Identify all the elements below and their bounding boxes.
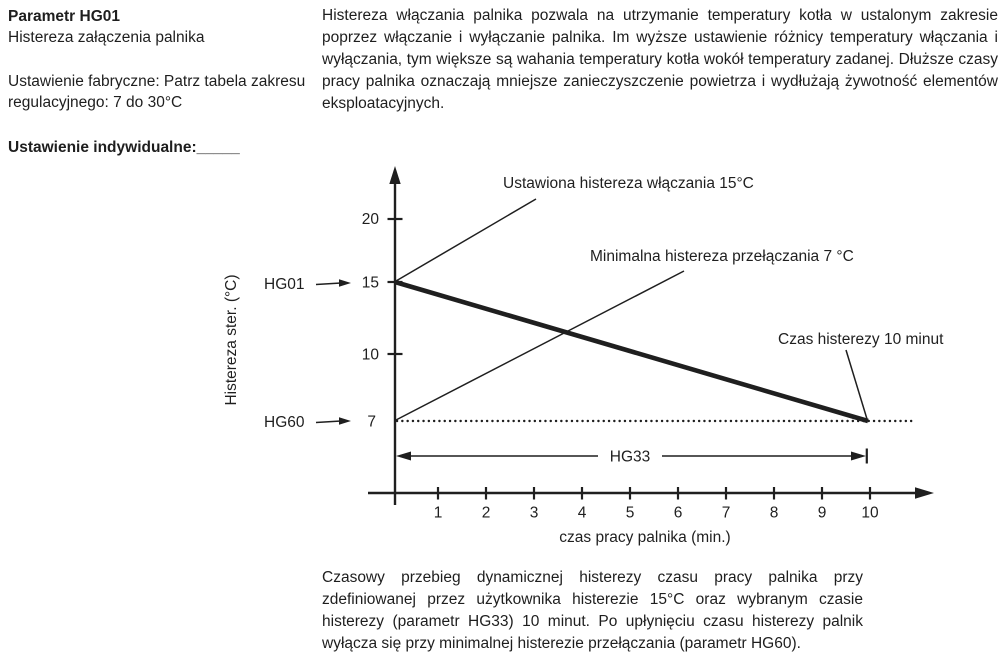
- individual-setting-text: Ustawienie indywidualne:_____: [8, 139, 240, 156]
- annotation-min-hysteresis: Minimalna histereza przełączania 7 °C: [590, 248, 854, 265]
- x-axis: [368, 487, 934, 500]
- hg33-right-arrow-icon: [851, 452, 866, 461]
- hg33-label: HG33: [609, 448, 651, 466]
- parameter-block: [8, 6, 310, 158]
- hg60-arrow-icon: [339, 417, 351, 425]
- x-axis-arrow-icon: [915, 487, 934, 499]
- x-tick-label-6: 6: [673, 504, 683, 522]
- annotation-hysteresis-time: Czas histerezy 10 minut: [778, 331, 944, 348]
- hg01-pointer: [264, 276, 351, 293]
- factory-setting-text: Ustawienie fabryczne: Patrz tabela zakresu regulacyjnego: 7 do 30°C: [8, 73, 306, 111]
- parameter-title: Parametr HG01: [8, 8, 121, 25]
- y-tick-label-10: 10: [361, 346, 379, 364]
- hg33-dimension-arrow: [396, 449, 867, 466]
- parameter-subtitle: Histereza załączenia palnika: [8, 29, 205, 46]
- x-tick-label-9: 9: [817, 504, 827, 522]
- x-tick-label-8: 8: [769, 504, 779, 522]
- y-tick-label-20: 20: [361, 211, 379, 228]
- hg60-label: HG60: [264, 414, 305, 431]
- x-tick-label-10: 10: [861, 504, 879, 522]
- description-paragraph: Histereza włączania palnika pozwala na utrzymanie temperatury kotła w ustalonym zakresie poprzez włączanie i wyłączanie palnika. Im wyższe ustawienie różnicy temperatury włączania i wyłączania, tym większe są wahania temperatury kotła wokół temperatury zadanej. Dłuższe czasy pracy palnika oznaczają mniejsze zanieczyszczenie powietrza i wydłużają żywotność elementów eksploatacyjnych.: [322, 7, 998, 112]
- x-tick-label-5: 5: [625, 504, 635, 522]
- x-tick-label-3: 3: [529, 504, 539, 522]
- hysteresis-series-line: [395, 282, 868, 421]
- hg01-label: HG01: [264, 276, 305, 293]
- annotation-set-hysteresis: Ustawiona histereza włączania 15°C: [503, 175, 754, 192]
- y-axis-arrow-icon: [389, 166, 400, 184]
- y-tick-label-15: 15: [361, 274, 379, 292]
- hg60-pointer: [264, 414, 351, 431]
- hg01-arrow-icon: [339, 279, 351, 287]
- y-axis-title: Histereza ster. (°C): [223, 274, 240, 406]
- hysteresis-chart: [200, 158, 1000, 560]
- x-axis-title: czas pracy palnika (min.): [559, 529, 731, 546]
- figure-caption: Czasowy przebieg dynamicznej histerezy czasu pracy palnika przy zdefiniowanej przez użytkownika histerezie 15°C oraz wybranym czasie histerezy (parametr HG33) 10 minut. Po upłynięciu czasu histerezy palnik wyłącza się przy minimalnej histerezie przełączania (parametr HG60).: [322, 569, 863, 652]
- x-tick-label-7: 7: [721, 504, 731, 522]
- x-tick-label-1: 1: [433, 504, 443, 522]
- x-tick-label-2: 2: [481, 504, 491, 522]
- y-tick-label-7: 7: [367, 413, 376, 431]
- x-tick-label-4: 4: [577, 504, 587, 522]
- hg33-left-arrow-icon: [396, 452, 411, 461]
- leader-set-hysteresis: [396, 199, 536, 281]
- y-axis: [388, 166, 403, 505]
- leader-hysteresis-time: [846, 350, 867, 419]
